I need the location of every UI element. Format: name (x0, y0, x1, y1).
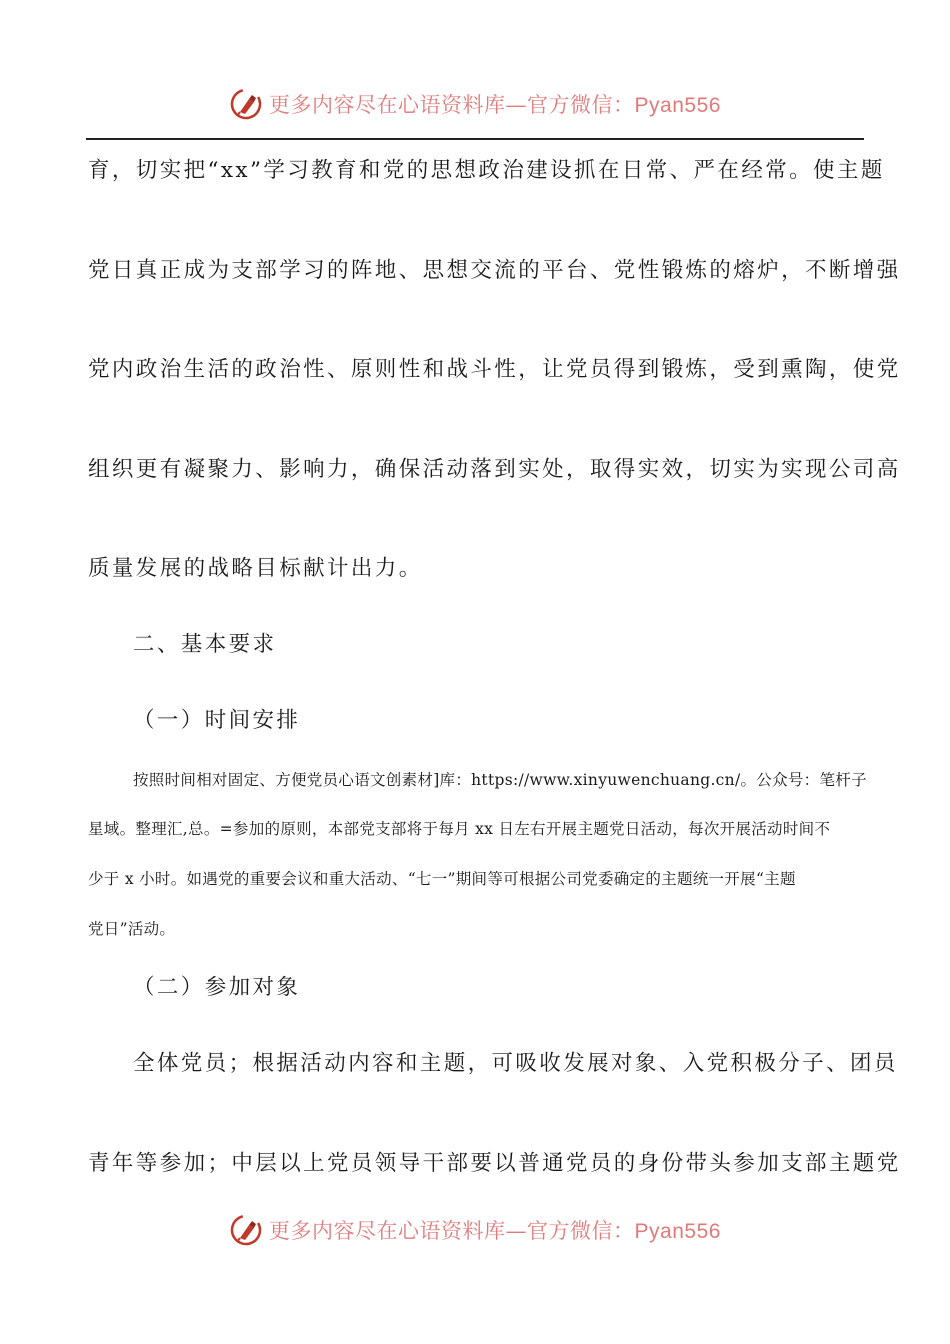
footer-wechat-id: Pyan556 (634, 1220, 721, 1243)
pen-nib-logo-icon (229, 87, 263, 121)
footer-banner-text (269, 1215, 721, 1245)
subsection-heading-participants: （二）参加对象 (133, 975, 301, 1000)
header-banner (0, 84, 950, 124)
body-line-3: 党内政治生活的政治性、原则性和战斗性，让党员得到锻炼，受到熏陶，使党 (88, 357, 901, 382)
pen-nib-logo-icon (229, 1213, 263, 1247)
time-line-2: 星域。整理汇,总。=参加的原则，本部党支部将于每月 xx 日左右开展主题党日活动，每次开展活动时间不 (88, 820, 831, 838)
participants-line-2: 青年等参加；中层以上党员领导干部要以普通党员的身份带头参加支部主题党 (88, 1151, 901, 1176)
header-divider (86, 138, 864, 140)
participants-line-1: 全体党员；根据活动内容和主题，可吸收发展对象、入党积极分子、团员 (133, 1051, 898, 1076)
time-line-4: 党日”活动。 (88, 920, 176, 938)
footer-banner-title: 更多内容尽在心语资料库—官方微信： (269, 1219, 635, 1243)
header-banner-text (269, 89, 721, 119)
section-heading-basic-requirements: 二、基本要求 (133, 632, 277, 657)
body-line-5: 质量发展的战略目标献计出力。 (88, 556, 423, 581)
body-line-2: 党日真正成为支部学习的阵地、思想交流的平台、党性锻炼的熔炉，不断增强 (88, 258, 901, 283)
time-line-1: 按照时间相对固定、方便党员心语文创素材]库：https://www.xinyuwenchuang.cn/。公众号：笔杆子 (133, 771, 867, 789)
body-line-1: 育，切实把“xx”学习教育和党的思想政治建设抓在日常、严在经常。使主题 (88, 158, 885, 183)
header-banner-title: 更多内容尽在心语资料库—官方微信： (269, 93, 635, 117)
header-wechat-id: Pyan556 (634, 94, 721, 117)
time-line-3: 少于 x 小时。如遇党的重要会议和重大活动、“七一”期间等可根据公司党委确定的主题统一开展“主题 (88, 870, 796, 888)
footer-banner (0, 1210, 950, 1250)
subsection-heading-time: （一）时间安排 (133, 708, 301, 733)
body-line-4: 组织更有凝聚力、影响力，确保活动落到实处，取得实效，切实为实现公司高 (88, 457, 901, 482)
